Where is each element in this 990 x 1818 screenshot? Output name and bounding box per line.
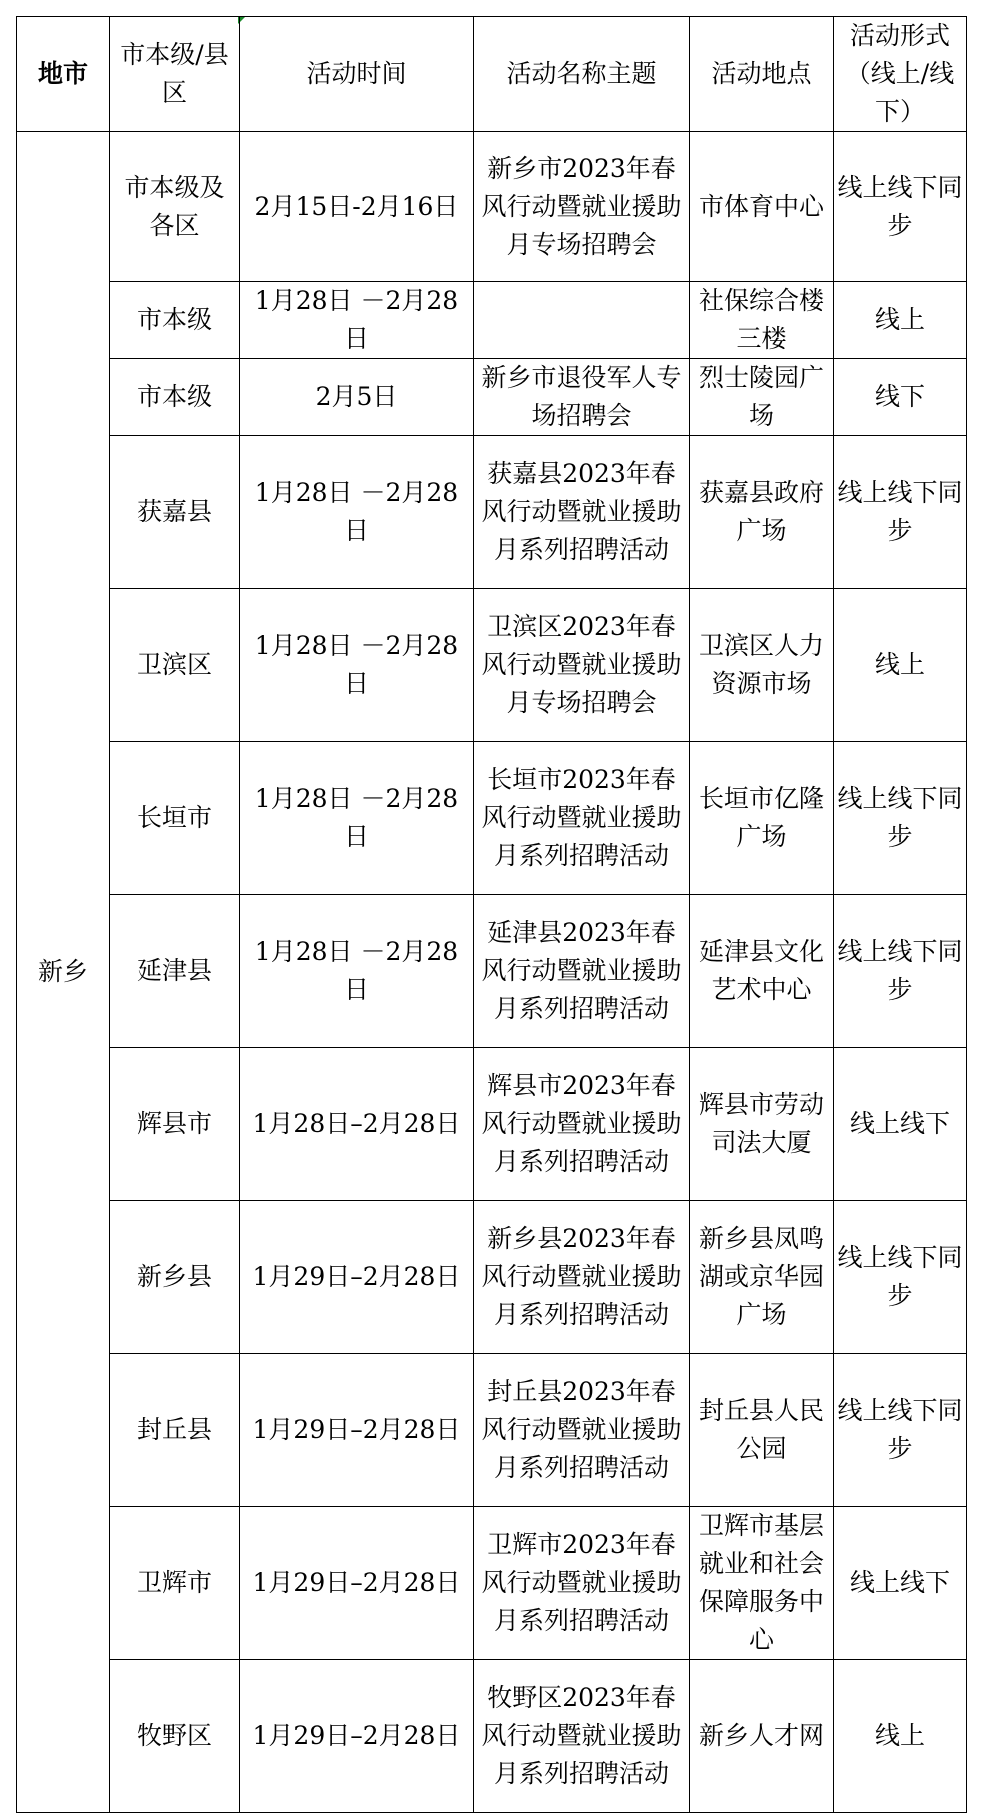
form-cell: 线上线下同步 bbox=[834, 1354, 967, 1507]
form-cell: 线上线下同步 bbox=[834, 436, 967, 589]
place-cell: 新乡人才网 bbox=[690, 1660, 834, 1813]
table-row bbox=[17, 132, 967, 282]
time-cell: 1月29日–2月28日 bbox=[240, 1201, 474, 1354]
place-cell: 烈士陵园广场 bbox=[690, 359, 834, 436]
place-cell: 延津县文化艺术中心 bbox=[690, 895, 834, 1048]
name-cell: 新乡市2023年春风行动暨就业援助月专场招聘会 bbox=[474, 132, 690, 282]
time-cell: 1月28日 －2月28日 bbox=[240, 589, 474, 742]
table-row bbox=[17, 742, 967, 895]
form-cell: 线上线下同步 bbox=[834, 1201, 967, 1354]
place-cell: 社保综合楼三楼 bbox=[690, 282, 834, 359]
level-cell: 市本级 bbox=[110, 359, 240, 436]
level-cell: 封丘县 bbox=[110, 1354, 240, 1507]
level-cell: 新乡县 bbox=[110, 1201, 240, 1354]
time-cell: 1月28日 －2月28日 bbox=[240, 895, 474, 1048]
place-cell: 封丘县人民公园 bbox=[690, 1354, 834, 1507]
level-cell: 卫滨区 bbox=[110, 589, 240, 742]
header-form: 活动形式（线上/线下） bbox=[834, 17, 967, 132]
table-row bbox=[17, 436, 967, 589]
header-level: 市本级/县区 bbox=[110, 17, 240, 132]
form-cell: 线上线下同步 bbox=[834, 132, 967, 282]
level-cell: 获嘉县 bbox=[110, 436, 240, 589]
header-place: 活动地点 bbox=[690, 17, 834, 132]
recruitment-events-table bbox=[16, 16, 967, 1813]
form-cell: 线上 bbox=[834, 282, 967, 359]
form-cell: 线上 bbox=[834, 1660, 967, 1813]
table-row bbox=[17, 359, 967, 436]
place-cell: 卫滨区人力资源市场 bbox=[690, 589, 834, 742]
name-cell: 牧野区2023年春风行动暨就业援助月系列招聘活动 bbox=[474, 1660, 690, 1813]
level-cell: 长垣市 bbox=[110, 742, 240, 895]
table-row bbox=[17, 1048, 967, 1201]
place-cell: 长垣市亿隆广场 bbox=[690, 742, 834, 895]
header-name: 活动名称主题 bbox=[474, 17, 690, 132]
level-cell: 卫辉市 bbox=[110, 1507, 240, 1660]
place-cell: 新乡县凤鸣湖或京华园广场 bbox=[690, 1201, 834, 1354]
table-row bbox=[17, 589, 967, 742]
city-cell: 新乡 bbox=[17, 132, 110, 1813]
form-cell: 线下 bbox=[834, 359, 967, 436]
time-cell: 1月29日–2月28日 bbox=[240, 1660, 474, 1813]
form-cell: 线上线下同步 bbox=[834, 895, 967, 1048]
form-cell: 线上 bbox=[834, 589, 967, 742]
place-cell: 辉县市劳动司法大厦 bbox=[690, 1048, 834, 1201]
form-cell: 线上线下同步 bbox=[834, 742, 967, 895]
table-row bbox=[17, 282, 967, 359]
table-row bbox=[17, 1201, 967, 1354]
level-cell: 市本级及各区 bbox=[110, 132, 240, 282]
time-cell: 1月28日 －2月28日 bbox=[240, 436, 474, 589]
time-cell: 1月29日–2月28日 bbox=[240, 1507, 474, 1660]
level-cell: 延津县 bbox=[110, 895, 240, 1048]
table-row bbox=[17, 1354, 967, 1507]
form-cell: 线上线下 bbox=[834, 1507, 967, 1660]
header-row bbox=[17, 17, 967, 132]
time-cell: 2月5日 bbox=[240, 359, 474, 436]
level-cell: 市本级 bbox=[110, 282, 240, 359]
table-row bbox=[17, 1660, 967, 1813]
table-row bbox=[17, 895, 967, 1048]
table-row bbox=[17, 1507, 967, 1660]
name-cell: 卫滨区2023年春风行动暨就业援助月专场招聘会 bbox=[474, 589, 690, 742]
time-cell: 1月29日–2月28日 bbox=[240, 1354, 474, 1507]
name-cell: 延津县2023年春风行动暨就业援助月系列招聘活动 bbox=[474, 895, 690, 1048]
name-cell: 长垣市2023年春风行动暨就业援助月系列招聘活动 bbox=[474, 742, 690, 895]
time-cell: 1月28日 －2月28日 bbox=[240, 742, 474, 895]
header-time: 活动时间 bbox=[240, 17, 474, 132]
name-cell: 卫辉市2023年春风行动暨就业援助月系列招聘活动 bbox=[474, 1507, 690, 1660]
place-cell: 卫辉市基层就业和社会保障服务中心 bbox=[690, 1507, 834, 1660]
header-city: 地市 bbox=[17, 17, 110, 132]
time-cell: 1月28日–2月28日 bbox=[240, 1048, 474, 1201]
name-cell: 封丘县2023年春风行动暨就业援助月系列招聘活动 bbox=[474, 1354, 690, 1507]
form-cell: 线上线下 bbox=[834, 1048, 967, 1201]
place-cell: 市体育中心 bbox=[690, 132, 834, 282]
level-cell: 牧野区 bbox=[110, 1660, 240, 1813]
name-cell: 辉县市2023年春风行动暨就业援助月系列招聘活动 bbox=[474, 1048, 690, 1201]
time-cell: 1月28日 －2月28日 bbox=[240, 282, 474, 359]
place-cell: 获嘉县政府广场 bbox=[690, 436, 834, 589]
time-cell: 2月15日-2月16日 bbox=[240, 132, 474, 282]
name-cell: 新乡县2023年春风行动暨就业援助月系列招聘活动 bbox=[474, 1201, 690, 1354]
name-cell: 新乡市退役军人专场招聘会 bbox=[474, 359, 690, 436]
level-cell: 辉县市 bbox=[110, 1048, 240, 1201]
name-cell bbox=[474, 282, 690, 359]
name-cell: 获嘉县2023年春风行动暨就业援助月系列招聘活动 bbox=[474, 436, 690, 589]
